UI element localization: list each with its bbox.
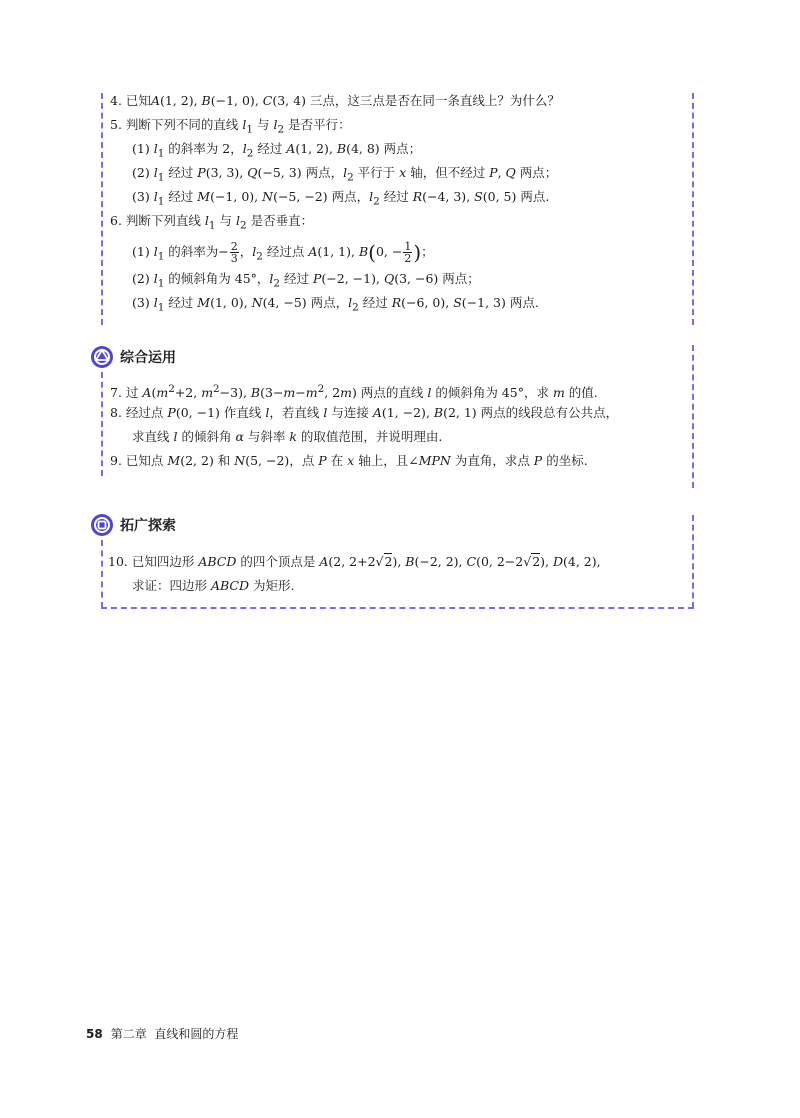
problem-9: 9. 已知点 M(2, 2) 和 N(5, −2)，点 P 在 x 轴上，且∠MPN 为直角，求点 P 的坐标.: [110, 453, 588, 468]
frame-left-basic: [101, 93, 103, 325]
problem-4: 4. 已知A(1, 2), B(−1, 0), C(3, 4) 三点，这三点是否在同一条直线上？为什么？: [110, 93, 560, 108]
page-number: 58: [86, 1027, 103, 1041]
frame-right-basic: [692, 93, 694, 325]
fraction-one-half: $\frac{1}{2}$: [404, 240, 412, 265]
problem-number: 7.: [110, 385, 122, 401]
section-apply-title: 综合运用: [120, 350, 176, 366]
fraction-two-thirds: $\frac{2}{3}$: [230, 240, 238, 265]
frame-bottom-explore: [101, 607, 694, 609]
problem-number: 8.: [110, 405, 122, 420]
problem-6-part-3: (3) $l_1$ 经过 M(1, 0), N(4, −5) 两点，$l_2$ 经过 R(−6, 0), S(−1, 3) 两点.: [132, 295, 539, 314]
problem-number: 5.: [110, 117, 122, 132]
page-footer: [86, 1025, 238, 1042]
problem-number: 4.: [110, 93, 122, 108]
frame-left-explore: [101, 540, 103, 608]
problem-number: 6.: [110, 213, 122, 228]
section-apply-icon: [90, 345, 114, 369]
sqrt-2: √2: [375, 554, 393, 569]
problem-6-part-2: (2) $l_1$ 的倾斜角为 45°，$l_2$ 经过 P(−2, −1), Q(3, −6) 两点；: [132, 271, 480, 290]
problem-5-part-2: (2) $l_1$ 经过 P(3, 3), Q(−5, 3) 两点，$l_2$ 平行于 x 轴，但不经过 P, Q 两点；: [132, 165, 558, 184]
frame-right-apply: [692, 345, 694, 488]
chapter-label: 第二章: [110, 1027, 147, 1041]
problem-8-line-2: 求直线 l 的倾斜角 α 与斜率 k 的取值范围，并说明理由.: [132, 429, 443, 444]
problem-5-part-1: (1) $l_1$ 的斜率为 2，$l_2$ 经过 A(1, 2), B(4, 8) 两点；: [132, 141, 422, 160]
problem-number: 9.: [110, 453, 122, 468]
section-explore-icon: [90, 513, 114, 537]
problem-10: 10. 已知四边形 ABCD 的四个顶点是 A(2, 2+2√2), B(−2, 2), C(0, 2−2√2), D(4, 2),: [108, 554, 601, 569]
problem-7: 7. 过 $A(m^2+2$, $m^2-3$), $B(3-m-m^2$, 2m) 两点的直线 l 的倾斜角为 45°，求 m 的值.: [110, 383, 598, 401]
problem-8: 8. 经过点 P(0, −1) 作直线 l，若直线 l 与连接 A(1, −2), B(2, 1) 两点的线段总有公共点，: [110, 405, 619, 420]
problem-5: 5. 判断下列不同的直线 $l_1$ 与 $l_2$ 是否平行：: [110, 117, 351, 136]
problem-5-part-3: (3) $l_1$ 经过 M(−1, 0), N(−5, −2) 两点，$l_2$ 经过 R(−4, 3), S(0, 5) 两点.: [132, 189, 550, 208]
problem-6: 6. 判断下列直线 $l_1$ 与 $l_2$ 是否垂直：: [110, 213, 314, 232]
sqrt-2: √2: [523, 554, 541, 569]
section-explore-title: 拓广探索: [120, 518, 176, 534]
problem-10-line-2: 求证：四边形 ABCD 为矩形.: [132, 578, 295, 593]
chapter-title: 直线和圆的方程: [154, 1027, 239, 1041]
frame-left-apply: [101, 372, 103, 476]
problem-number: 10.: [108, 554, 128, 569]
problem-6-part-1: (1) $l_1$ 的斜率为− $\frac{2}{3}$ ，$l_2$ 经过点 A(1, 1), B(0, − $\frac{1}{2}$ )；: [132, 240, 434, 265]
frame-right-explore: [692, 515, 694, 608]
